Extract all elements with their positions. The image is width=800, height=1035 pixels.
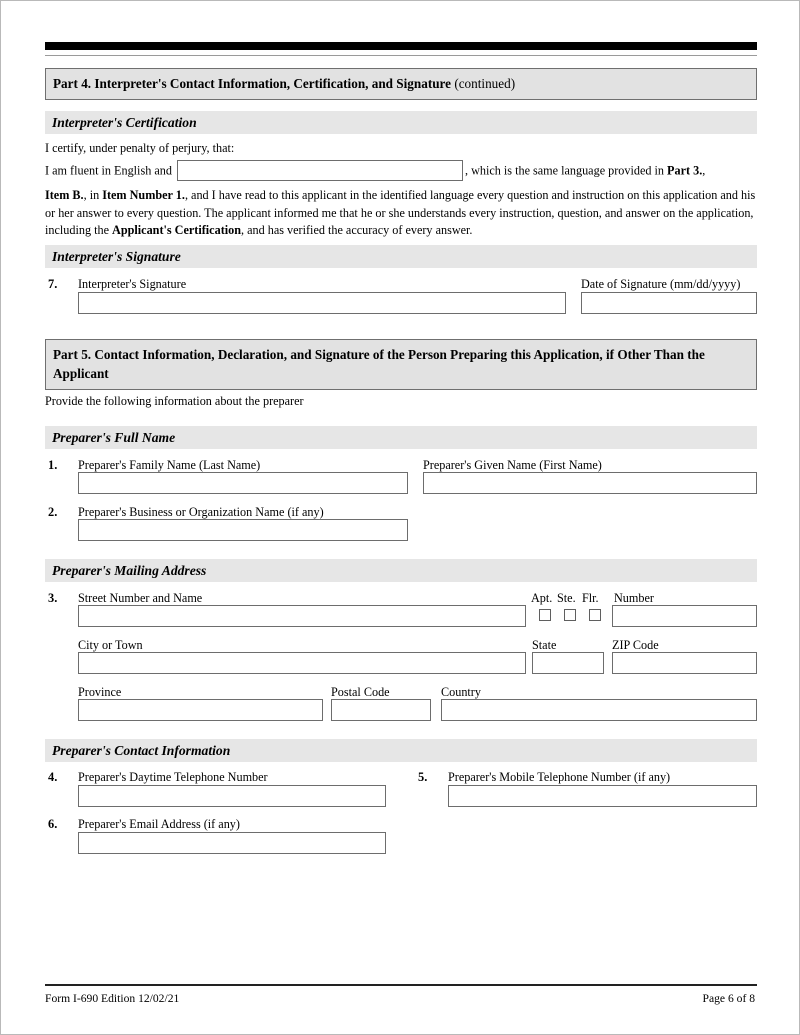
applicants-certification-reference: Applicant's Certification [112,223,242,238]
state-label: State [532,638,557,652]
province-input[interactable] [78,699,323,721]
preparer-daytime-phone-input[interactable] [78,785,386,807]
part-4-header [45,68,757,100]
item-number-2: 2. [48,505,58,519]
item-number-3: 3. [48,591,58,605]
preparer-email-label: Preparer's Email Address (if any) [78,817,240,831]
street-number-and-name-label: Street Number and Name [78,591,203,605]
ste-label: Ste. [557,591,576,605]
country-label: Country [441,685,481,699]
province-label: Province [78,685,122,699]
footer-page-number: Page 6 of 8 [702,992,755,1005]
item-number-5: 5. [418,770,428,784]
preparer-given-name-input[interactable] [423,472,757,494]
fluent-in-english-label: I am fluent in English and [45,163,172,178]
interpreter-signature-label: Interpreter's Signature [78,277,187,291]
comma-after-part3: , [702,163,706,178]
zip-code-input[interactable] [612,652,757,674]
date-of-signature-label: Date of Signature (mm/dd/yyyy) [581,277,741,291]
part-4-title: Part 4. Interpreter's Contact Information, Certification, and Signature [53,76,452,91]
preparer-mobile-phone-label: Preparer's Mobile Telephone Number (if any) [448,770,671,784]
state-input[interactable] [532,652,604,674]
certification-language-line [45,161,757,182]
city-or-town-label: City or Town [78,638,143,652]
item-number-1-reference: Item Number 1. [102,188,185,202]
cert-body-run-2: , and I have read to this applicant in the identified language every question and instruction on this application and his or her answer to every question. The applicant informed me that he or she understands every instruction, question, and answer on the application, including the [45,188,756,238]
zip-code-label: ZIP Code [612,638,659,652]
top-black-rule [45,42,757,50]
item-b-reference: Item B. [45,188,84,202]
cert-body-run-1: , in [83,188,103,202]
part-5-intro-text: Provide the following information about the preparer [45,394,304,408]
interpreter-language-input[interactable] [177,160,463,181]
interpreter-signature-input[interactable] [78,292,566,314]
unit-number-input[interactable] [612,605,757,627]
footer-rule [45,984,757,986]
preparer-business-name-input[interactable] [78,519,408,541]
top-thin-rule [45,55,757,56]
item-number-6: 6. [48,817,58,831]
footer-form-info: Form I-690 Edition 12/02/21 [45,992,180,1005]
preparer-daytime-phone-label: Preparer's Daytime Telephone Number [78,770,268,784]
interpreters-signature-heading: Interpreter's Signature [45,245,757,268]
apt-label: Apt. [531,591,553,605]
preparer-business-name-label: Preparer's Business or Organization Name (if any) [78,505,324,519]
preparers-contact-information-heading: Preparer's Contact Information [45,739,757,762]
flr-checkbox[interactable] [589,609,601,621]
item-number-4: 4. [48,770,58,784]
unit-number-label: Number [614,591,654,605]
certification-body-paragraph [45,187,757,240]
preparers-full-name-heading: Preparer's Full Name [45,426,757,449]
preparer-mobile-phone-input[interactable] [448,785,757,807]
part-5-header [45,339,757,390]
ste-checkbox[interactable] [564,609,576,621]
item-number-1: 1. [48,458,58,472]
postal-code-label: Postal Code [331,685,390,699]
street-number-and-name-input[interactable] [78,605,526,627]
interpreters-certification-heading: Interpreter's Certification [45,111,757,134]
item-number-7: 7. [48,277,58,291]
preparers-mailing-address-heading: Preparer's Mailing Address [45,559,757,582]
part-3-reference: Part 3. [667,163,703,178]
cert-body-run-3: , and has verified the accuracy of every answer. [241,223,473,238]
preparer-family-name-input[interactable] [78,472,408,494]
part-4-continued-label: (continued) [451,76,516,91]
apt-checkbox[interactable] [539,609,551,621]
preparer-family-name-label: Preparer's Family Name (Last Name) [78,458,261,472]
certification-intro-text: I certify, under penalty of perjury, that: [45,141,235,155]
postal-code-input[interactable] [331,699,431,721]
part-5-title: Part 5. Contact Information, Declaration, and Signature of the Person Preparing this Application, if Other Than the Applicant [53,347,705,381]
flr-label: Flr. [582,591,599,605]
preparer-given-name-label: Preparer's Given Name (First Name) [423,458,602,472]
date-of-signature-input[interactable] [581,292,757,314]
same-language-text: , which is the same language provided in [464,163,668,178]
country-input[interactable] [441,699,757,721]
preparer-email-input[interactable] [78,832,386,854]
city-or-town-input[interactable] [78,652,526,674]
